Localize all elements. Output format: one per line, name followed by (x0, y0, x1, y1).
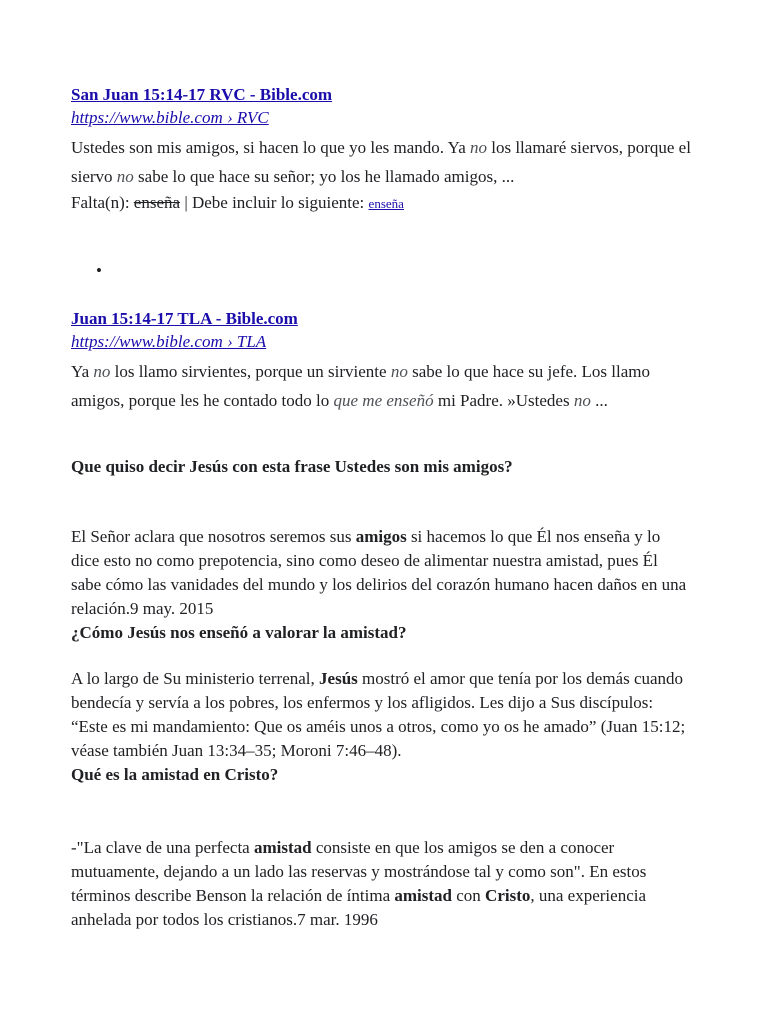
answer-text: A lo largo de Su ministerio terrenal, (71, 669, 320, 688)
faq-answer-block (71, 525, 691, 645)
answer-text: El Señor aclara que nosotros seremos sus (71, 527, 356, 546)
answer-text: con (452, 886, 486, 905)
missing-term: enseña (133, 193, 181, 212)
faq-answer (71, 525, 691, 621)
snippet-keyword: no (93, 362, 111, 381)
answer-bold: Jesús (319, 669, 358, 688)
snippet-keyword: no (573, 391, 591, 410)
result-title-link[interactable]: Juan 15:14-17 TLA - Bible.com (71, 309, 298, 328)
snippet-keyword: no (470, 138, 487, 157)
snippet-keyword: no (116, 167, 134, 186)
answer-bold: Cristo (485, 886, 531, 905)
snippet-text: sabe lo que hace su jefe. Los llamo amigos, porque les he contado todo lo (71, 362, 650, 410)
faq-answer-block (71, 836, 691, 932)
result-snippet (71, 133, 691, 191)
missing-terms (71, 191, 691, 216)
answer-text: , una experiencia anhelada por todos los cristianos.7 mar. 1996 (71, 886, 647, 929)
search-result (71, 307, 691, 415)
result-title-link[interactable]: San Juan 15:14-17 RVC - Bible.com (71, 85, 333, 104)
faq-question-block (71, 455, 691, 479)
answer-text: mostró el amor que tenía por los demás cuando bendecía y servía a los pobres, los enfermos y los afligidos. Les dijo a Sus discípulos: “Este es mi mandamiento: Que os améis unos a otros, como yo os he amado” (Juan 15:12; véase también Juan 13:34–35; Moroni 7:46–48). (71, 669, 686, 760)
answer-text: -"La clave de una perfecta (71, 838, 254, 857)
snippet-keyword: que me enseñó (333, 391, 434, 410)
result-url-link[interactable]: https://www.bible.com › RVC (71, 108, 269, 127)
search-result (71, 83, 691, 216)
snippet-text: sabe lo que hace su señor; yo los he llamado amigos, ... (133, 167, 515, 186)
result-snippet (71, 357, 691, 415)
faq-question: Qué es la amistad en Cristo? (71, 765, 279, 784)
list-bullet: • (96, 261, 102, 280)
snippet-text: los llamo sirvientes, porque un sirviente (110, 362, 391, 381)
snippet-keyword: no (390, 362, 408, 381)
faq-question: ¿Cómo Jesús nos enseñó a valorar la amistad? (71, 623, 407, 642)
answer-text: consiste en que los amigos se den a conocer mutuamente, dejando a un lado las reservas y mostrándose tal y como son". En estos términos describe Benson la relación de íntima (71, 838, 647, 905)
faq-answer-block (71, 667, 691, 787)
include-term-link[interactable]: enseña (368, 196, 404, 211)
answer-bold: amistad (394, 886, 452, 905)
snippet-text: Ya (71, 362, 94, 381)
snippet-text: Ustedes son mis amigos, si hacen lo que yo les mando. Ya (71, 138, 470, 157)
faq-answer (71, 836, 691, 932)
snippet-text: ... (590, 391, 608, 410)
snippet-text: los llamaré siervos, porque el siervo (71, 138, 691, 186)
faq-answer (71, 667, 691, 763)
snippet-text: mi Padre. »Ustedes (433, 391, 574, 410)
result-url-link[interactable]: https://www.bible.com › TLA (71, 332, 267, 351)
missing-prefix: Falta(n): (71, 193, 134, 212)
answer-bold: amistad (253, 838, 312, 857)
missing-separator: | Debe incluir lo siguiente: (180, 193, 369, 212)
answer-bold: amigos (355, 527, 407, 546)
answer-text: si hacemos lo que Él nos enseña y lo dice esto no como prepotencia, sino como deseo de alimentar nuestra amistad, pues Él sabe cómo las vanidades del mundo y los delirios del corazón humano hacen daños en una relación.9 may. 2015 (71, 527, 687, 618)
faq-question: Que quiso decir Jesús con esta frase Ustedes son mis amigos? (71, 457, 513, 476)
